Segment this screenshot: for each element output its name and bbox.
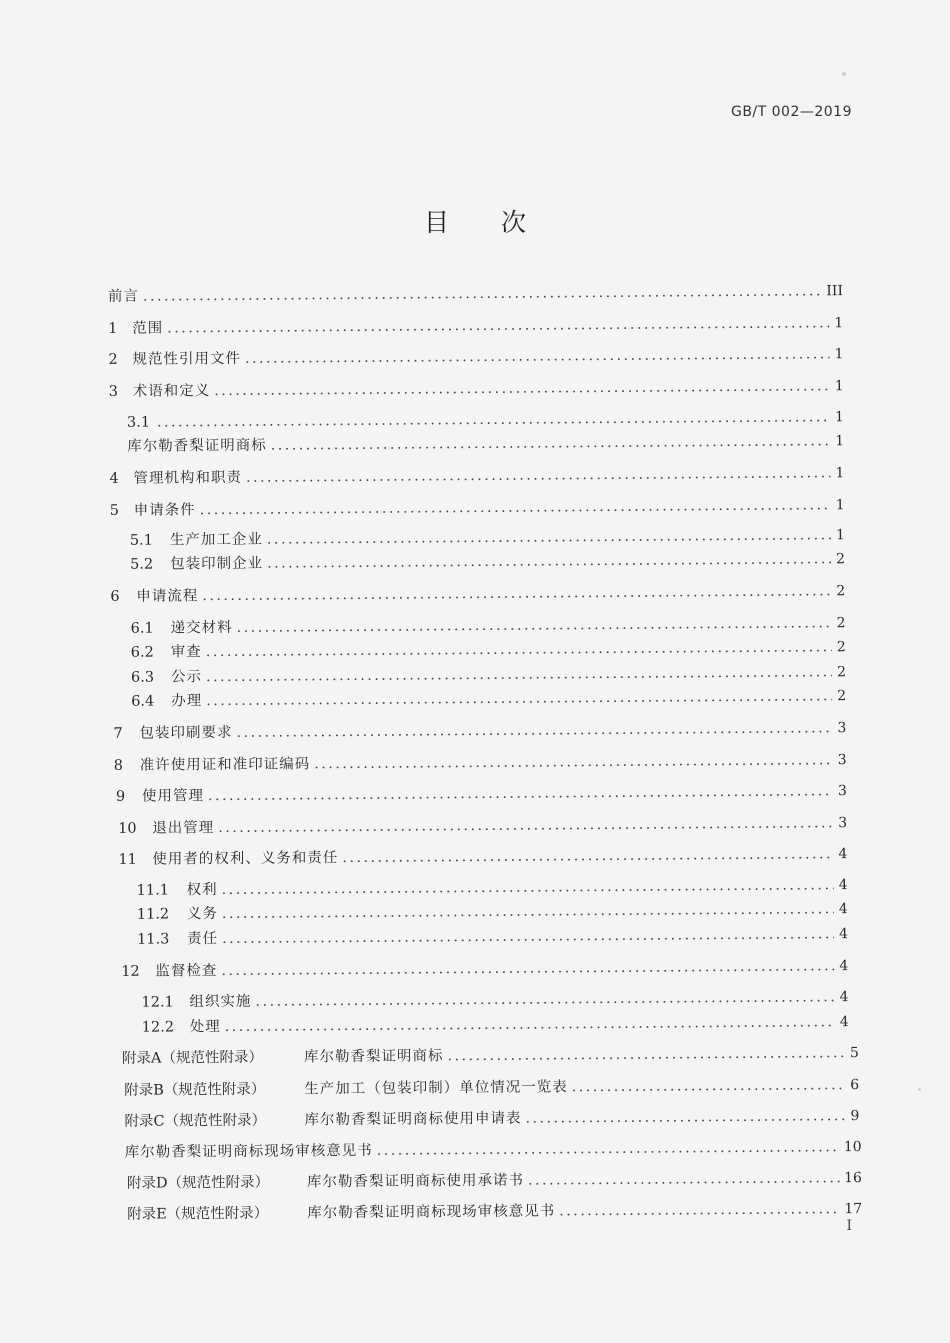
scan-speck <box>842 72 846 76</box>
toc-entry-4[interactable] <box>109 463 844 489</box>
toc-entry-3-1[interactable] <box>127 407 844 433</box>
toc-entry-number: 9 <box>115 788 126 805</box>
toc-entry-number: 附录A（规范性附录） <box>121 1049 264 1067</box>
toc-leader-dots <box>246 463 831 488</box>
toc-entry-number: 4 <box>109 470 119 487</box>
toc-entry-8[interactable] <box>114 750 847 776</box>
toc-entry-number: 6.4 <box>131 693 155 710</box>
toc-entry-1[interactable] <box>108 313 843 339</box>
toc-entry-number: 3 <box>108 383 119 400</box>
toc-leader-dots <box>208 781 833 806</box>
toc-entry-number: 3.1 <box>126 414 151 431</box>
toc-entry-11[interactable] <box>118 844 847 870</box>
toc-page-number: 2 <box>836 615 846 632</box>
toc-leader-dots <box>245 344 830 369</box>
toc-entry-9[interactable] <box>116 781 847 807</box>
toc-leader-dots <box>222 924 834 949</box>
toc-entry-label: 库尔勒香梨证明商标 <box>127 437 267 455</box>
toc-entry-number: 8 <box>113 757 123 774</box>
toc-leader-dots <box>167 313 829 338</box>
standard-code: GB/T 002—2019 <box>730 104 852 120</box>
toc-entry-label: 审查 <box>170 644 202 661</box>
toc-entry-number: 12.2 <box>141 1019 175 1036</box>
toc-leader-dots <box>267 549 831 573</box>
toc-entry-foreword[interactable] <box>108 281 843 307</box>
toc-page-number: 1 <box>835 433 845 450</box>
toc-page-number: 1 <box>834 409 845 426</box>
toc-entry-number: 7 <box>113 725 123 742</box>
toc-page-number: 4 <box>838 846 848 863</box>
toc-entry-label: 库尔勒香梨证明商标现场审核意见书 <box>124 1142 373 1161</box>
toc-entry-11-2[interactable] <box>137 899 848 925</box>
toc-leader-dots <box>377 1137 840 1161</box>
toc-entry-number: 12.1 <box>141 994 174 1011</box>
toc-leader-dots <box>218 813 833 838</box>
toc-entry-number: 6.3 <box>130 669 155 686</box>
toc-leader-dots <box>206 637 832 662</box>
toc-page-number: 10 <box>843 1139 862 1156</box>
toc-entry-appendix-e[interactable] <box>127 1199 862 1225</box>
toc-page-number: 1 <box>835 497 845 514</box>
toc-entry-label: 库尔勒香梨证明商标使用承诺书 <box>306 1172 525 1191</box>
toc-entry-10[interactable] <box>118 813 847 839</box>
toc-leader-dots <box>314 750 833 774</box>
toc-page-number: 2 <box>837 688 847 705</box>
toc-entry-label: 术语和定义 <box>132 383 211 400</box>
page-title: 目 次 <box>424 208 548 237</box>
toc-entry-number: 附录D（规范性附录） <box>126 1174 270 1192</box>
toc-entry-number: 5.2 <box>130 556 154 573</box>
toc-page-number: 4 <box>839 958 849 975</box>
toc-page-number: 17 <box>844 1201 863 1218</box>
toc-leader-dots <box>447 1043 845 1066</box>
toc-page-number: 2 <box>836 639 846 656</box>
toc-page-number: 3 <box>837 752 847 769</box>
toc-page-number: 1 <box>834 346 844 363</box>
toc-entry-6[interactable] <box>110 581 845 607</box>
toc-leader-dots <box>225 1012 835 1037</box>
toc-page-number: 9 <box>850 1108 860 1125</box>
toc-entry-label: 退出管理 <box>152 820 215 837</box>
toc-entry-label: 管理机构和职责 <box>133 469 242 487</box>
toc-page-number: 16 <box>844 1170 862 1187</box>
toc-page-number: 2 <box>836 583 846 600</box>
toc-leader-dots <box>271 431 831 455</box>
toc-leader-dots <box>200 495 831 520</box>
toc-entry-number: 6.2 <box>130 644 154 661</box>
toc-leader-dots <box>342 844 833 868</box>
toc-leader-dots <box>214 376 830 401</box>
toc-entry-label: 申请流程 <box>136 588 199 605</box>
toc-entry-number: 11.2 <box>136 906 170 923</box>
toc-entry-label: 权利 <box>186 882 218 899</box>
toc-entry-number: 12 <box>121 963 140 980</box>
toc-entry-appendix-c[interactable] <box>124 1106 859 1132</box>
toc-entry-label: 库尔勒香梨证明商标 <box>303 1048 444 1066</box>
toc-entry-label: 前言 <box>107 288 140 305</box>
toc-page-number: 6 <box>850 1077 860 1094</box>
toc-entry-number: 6.1 <box>130 620 154 637</box>
toc-entry-label: 库尔勒香梨证明商标现场审核意见书 <box>307 1203 556 1222</box>
toc-leader-dots <box>222 875 834 900</box>
toc-entry-label: 包装印刷要求 <box>139 724 233 742</box>
toc-leader-dots <box>157 407 830 432</box>
toc-leader-dots <box>236 718 832 743</box>
toc-entry-number: 1 <box>108 320 118 337</box>
toc-leader-dots <box>206 686 832 711</box>
toc-leader-dots <box>572 1075 846 1097</box>
toc-page-number: 4 <box>838 901 848 918</box>
toc-entry-label: 办理 <box>171 693 203 710</box>
toc-entry-number: 10 <box>118 820 137 837</box>
toc-entry-label: 处理 <box>189 1019 221 1036</box>
toc-entry-3-1-term[interactable] <box>127 431 844 457</box>
toc-entry-12-2[interactable] <box>142 1012 849 1038</box>
toc-entry-5-1[interactable] <box>130 525 845 551</box>
toc-entry-number: 11 <box>118 851 137 868</box>
toc-entry-label: 准许使用证和准印证编码 <box>139 756 311 774</box>
toc-entry-appendix-d[interactable] <box>127 1168 862 1194</box>
toc-page-number: 5 <box>849 1045 860 1062</box>
page-number: I <box>846 1218 852 1234</box>
toc-entry-appendix-a[interactable] <box>122 1043 859 1069</box>
toc-entry-label: 责任 <box>186 931 219 948</box>
scan-speck <box>918 1088 921 1091</box>
toc-entry-label: 库尔勒香梨证明商标使用申请表 <box>304 1110 522 1129</box>
toc-leader-dots <box>221 956 834 981</box>
toc-entry-12-1[interactable] <box>141 987 848 1013</box>
toc-entry-number: 6 <box>110 588 120 605</box>
toc-entry-number: 附录E（规范性附录） <box>127 1205 269 1223</box>
toc-entry-number: 附录C（规范性附录） <box>124 1112 267 1130</box>
toc-entry-label: 义务 <box>186 906 218 923</box>
toc-entry-number: 2 <box>108 351 118 368</box>
toc-leader-dots <box>255 987 834 1012</box>
toc-page-number: 4 <box>838 877 848 894</box>
toc-leader-dots <box>143 281 823 306</box>
toc-page-number: 3 <box>837 720 847 737</box>
toc-entry-number: 5.1 <box>129 532 154 549</box>
toc-entry-label: 生产加工（包装印制）单位情况一览表 <box>304 1079 568 1098</box>
toc-leader-dots <box>528 1168 840 1190</box>
toc-leader-dots <box>206 662 832 687</box>
toc-entry-number: 5 <box>109 502 119 519</box>
toc-entry-label: 使用者的权利、义务和责任 <box>152 850 339 868</box>
toc-page-number: 2 <box>836 551 846 568</box>
toc-leader-dots <box>237 613 832 638</box>
toc-entry-11-3[interactable] <box>137 924 848 950</box>
toc-entry-appendix-b[interactable] <box>124 1075 859 1101</box>
toc-page-number: 4 <box>839 926 849 943</box>
toc-entry-number: 11.3 <box>136 931 170 948</box>
toc-page-number: III <box>826 283 844 300</box>
toc-entry-label: 监督检查 <box>155 963 218 980</box>
table-of-contents <box>0 280 950 1227</box>
toc-page-number: 1 <box>835 465 845 482</box>
toc-page-number: 2 <box>836 664 847 681</box>
toc-entry-label: 申请条件 <box>133 502 196 519</box>
toc-page-number: 4 <box>839 989 849 1006</box>
toc-entry-5[interactable] <box>110 495 845 521</box>
toc-entry-6-1[interactable] <box>131 613 846 639</box>
toc-page-number: 4 <box>839 1014 849 1031</box>
toc-entry-label: 递交材料 <box>170 619 233 637</box>
toc-entry-3[interactable] <box>109 376 844 402</box>
toc-entry-label: 组织实施 <box>189 993 252 1011</box>
toc-page-number: 1 <box>835 527 845 544</box>
toc-leader-dots <box>222 899 834 924</box>
toc-leader-dots <box>559 1199 840 1221</box>
toc-entry-6-3[interactable] <box>131 662 846 688</box>
toc-page-number: 1 <box>834 315 844 332</box>
toc-entry-label: 包装印制企业 <box>170 555 264 573</box>
toc-entry-6-4[interactable] <box>131 686 846 712</box>
toc-entry-number: 附录B（规范性附录） <box>124 1081 266 1099</box>
toc-entry-appendix-c-review[interactable] <box>125 1137 862 1163</box>
toc-entry-number: 11.1 <box>136 882 170 899</box>
toc-entry-2[interactable] <box>108 344 843 370</box>
toc-leader-dots <box>267 525 831 549</box>
toc-entry-label: 公示 <box>170 669 203 686</box>
toc-entry-label: 规范性引用文件 <box>132 350 242 368</box>
toc-page-number: 3 <box>837 783 847 800</box>
toc-entry-label: 范围 <box>132 320 164 337</box>
toc-entry-5-2[interactable] <box>130 549 845 575</box>
toc-entry-6-2[interactable] <box>131 637 846 663</box>
toc-entry-label: 生产加工企业 <box>169 531 263 549</box>
toc-leader-dots <box>202 581 831 606</box>
toc-entry-7[interactable] <box>113 718 846 744</box>
toc-leader-dots <box>525 1106 845 1129</box>
toc-entry-11-1[interactable] <box>137 875 848 901</box>
toc-entry-12[interactable] <box>121 956 848 982</box>
toc-entry-label: 使用管理 <box>141 788 204 805</box>
toc-page-number: 1 <box>834 378 844 395</box>
toc-page-number: 3 <box>838 815 848 832</box>
